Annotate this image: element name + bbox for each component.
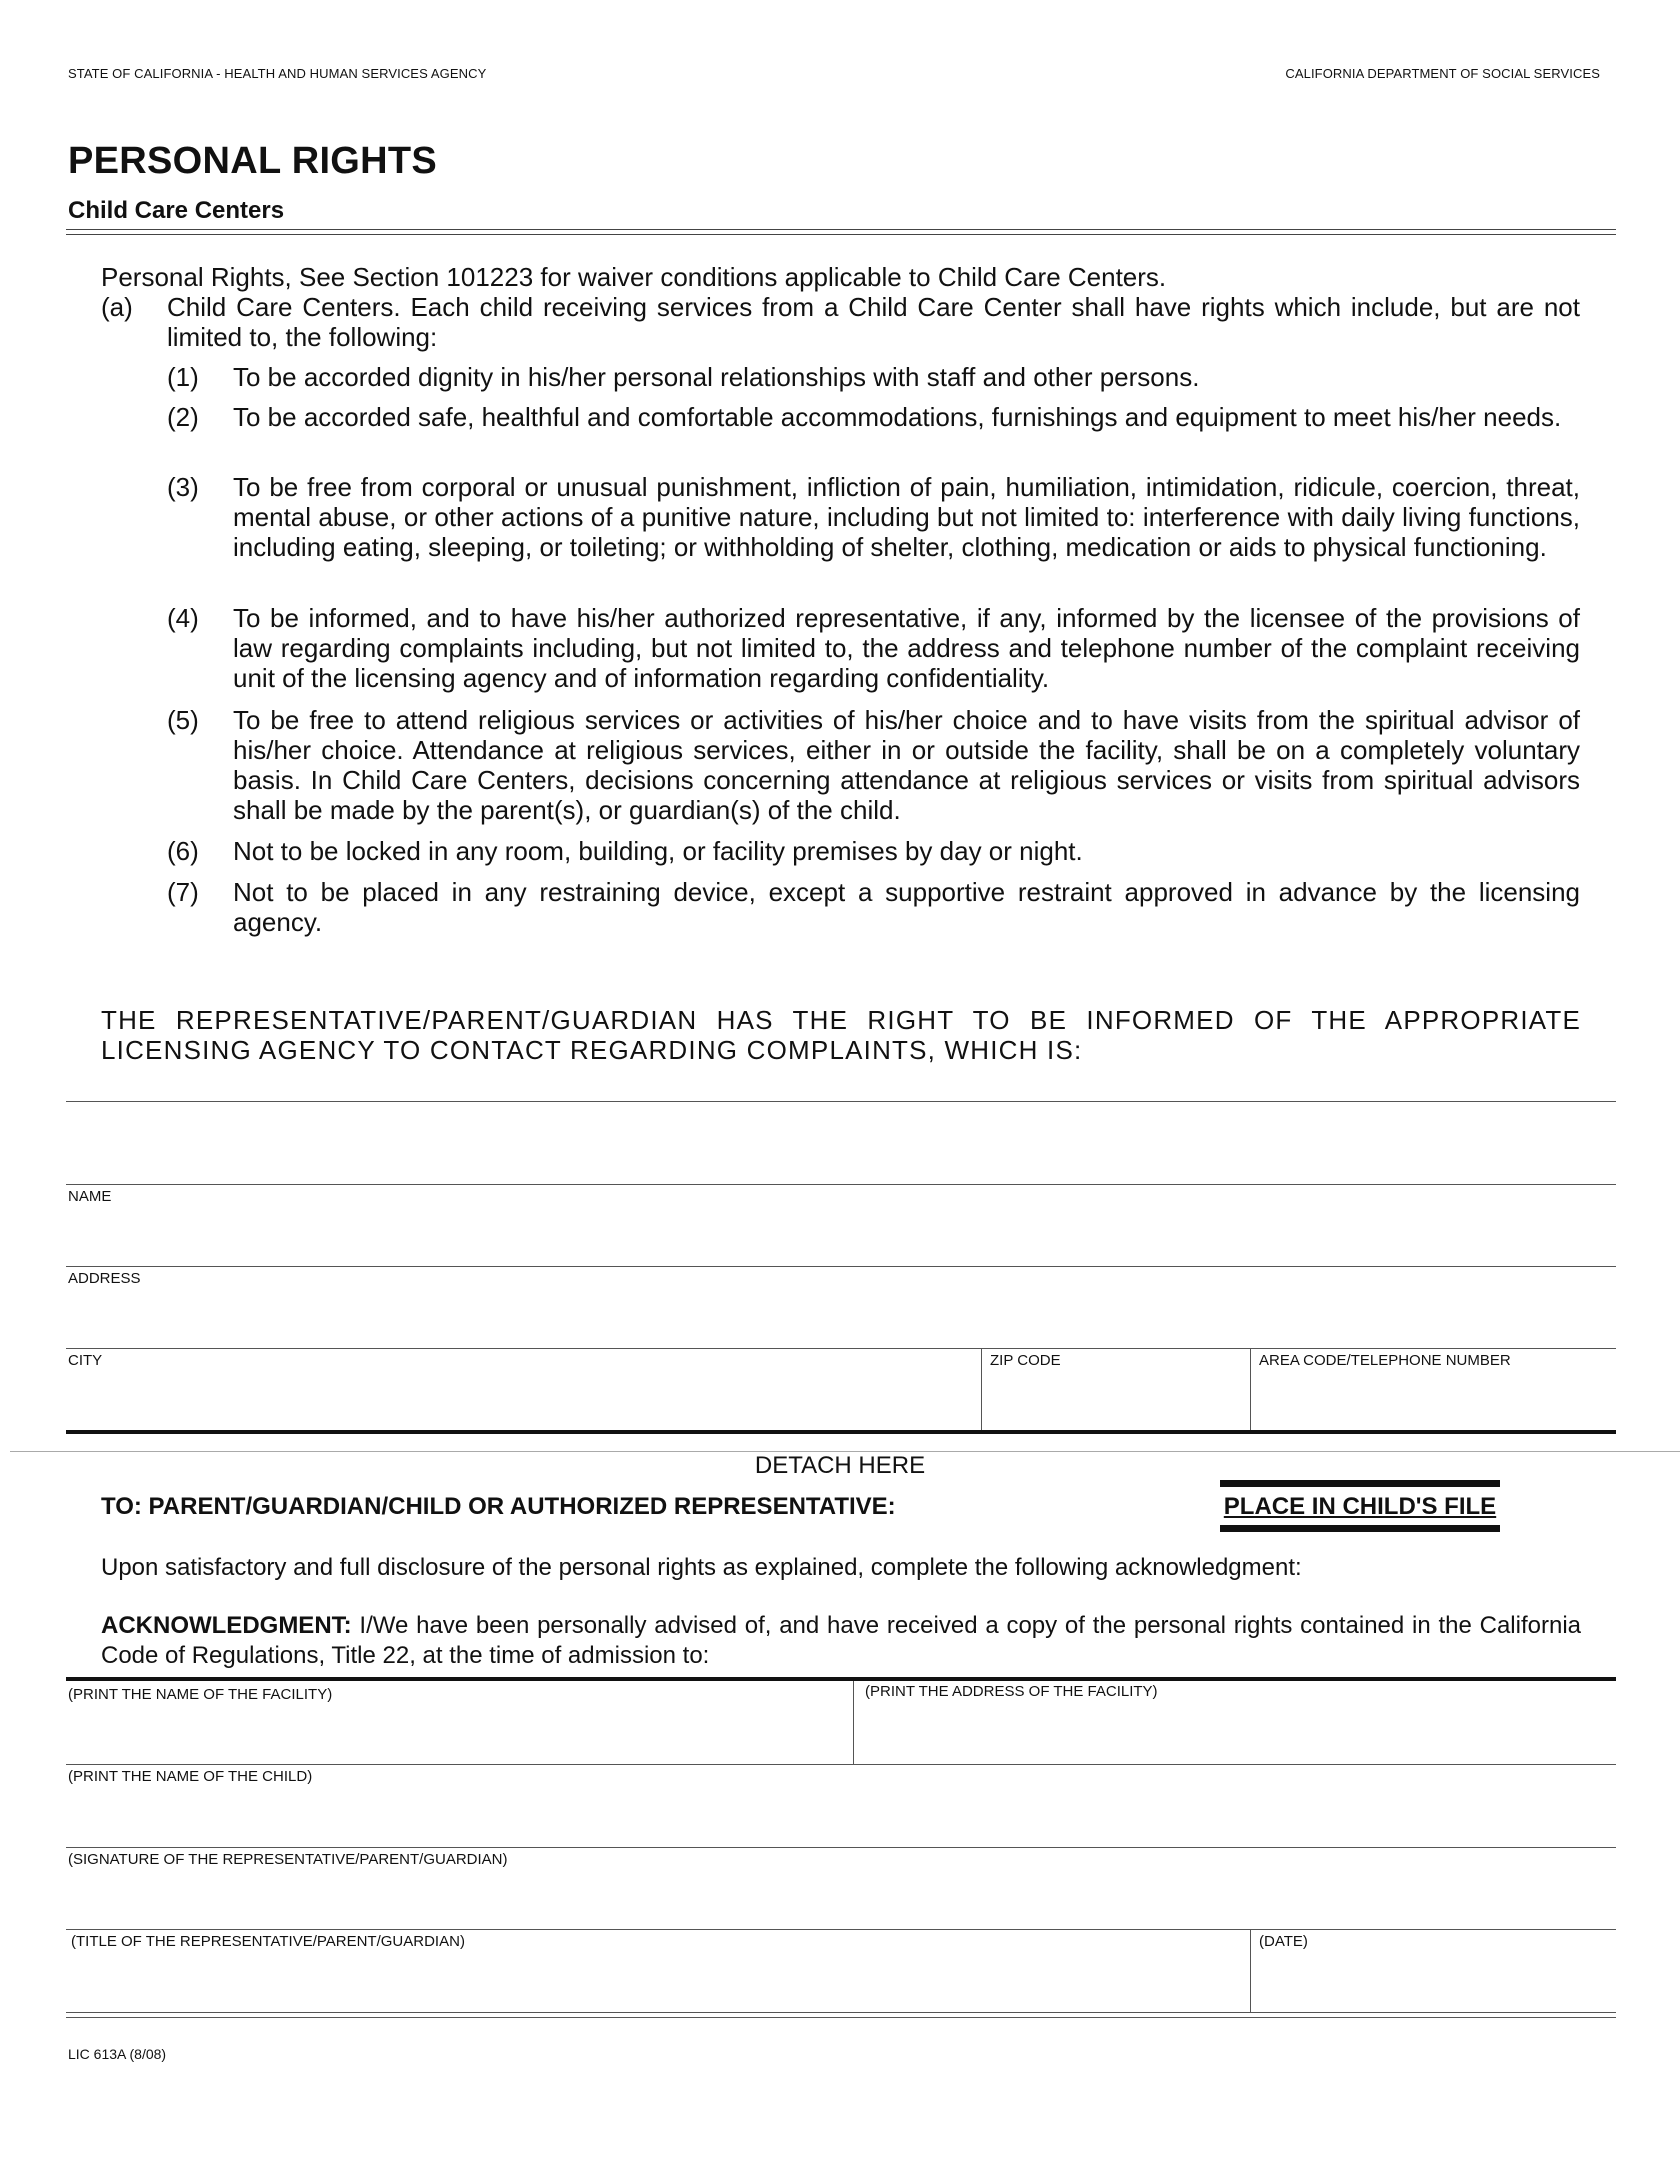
right-item bbox=[167, 603, 1580, 693]
section-a-text: Child Care Centers. Each child receiving services from a Child Care Center shall have rights which include, but are not limited to, the following: bbox=[167, 292, 1580, 352]
agency-header-left: STATE OF CALIFORNIA - HEALTH AND HUMAN SERVICES AGENCY bbox=[68, 66, 487, 81]
right-item bbox=[167, 362, 1580, 392]
item-number: (2) bbox=[167, 402, 199, 432]
item-text: Not to be placed in any restraining device, except a supportive restraint approved in advance by the licensing agency. bbox=[233, 877, 1580, 937]
child-name-field-rule[interactable] bbox=[66, 1847, 1616, 1848]
item-text: To be informed, and to have his/her authorized representative, if any, informed by the licensee of the provisions of law regarding complaints including, but not limited to, the address and telephone number of the complaint receiving unit of the licensing agency and of information regarding confidentiality. bbox=[233, 603, 1580, 693]
acknowledgment-paragraph bbox=[101, 1611, 1581, 1671]
item-text: Not to be locked in any room, building, or facility premises by day or night. bbox=[233, 836, 1083, 866]
disclosure-instruction: Upon satisfactory and full disclosure of the personal rights as explained, complete the following acknowledgment: bbox=[101, 1554, 1302, 1581]
title-rule bbox=[66, 229, 1616, 230]
to-recipient-line: TO: PARENT/GUARDIAN/CHILD OR AUTHORIZED REPRESENTATIVE: bbox=[101, 1493, 896, 1520]
facility-name-label: (PRINT THE NAME OF THE FACILITY) bbox=[68, 1686, 333, 1703]
name-field-label: NAME bbox=[68, 1188, 112, 1205]
city-field-rule[interactable] bbox=[66, 1348, 1616, 1349]
acknowledgment-label: ACKNOWLEDGMENT: bbox=[101, 1612, 352, 1639]
item-number: (6) bbox=[167, 836, 199, 866]
address-field-rule[interactable] bbox=[66, 1266, 1616, 1267]
page-subtitle: Child Care Centers bbox=[68, 197, 285, 224]
intro-paragraph: Personal Rights, See Section 101223 for waiver conditions applicable to Child Care Centers. bbox=[101, 262, 1167, 292]
agency-header-right: CALIFORNIA DEPARTMENT OF SOCIAL SERVICES bbox=[1285, 66, 1600, 81]
right-item bbox=[167, 472, 1580, 592]
page-title: PERSONAL RIGHTS bbox=[68, 140, 438, 182]
item-number: (3) bbox=[167, 472, 199, 502]
item-text: To be accorded safe, healthful and comfortable accommodations, furnishings and equipment to meet his/her needs. bbox=[233, 402, 1562, 432]
place-in-file-box bbox=[1220, 1480, 1500, 1532]
date-divider bbox=[1250, 1929, 1251, 2012]
form-number: LIC 613A (8/08) bbox=[68, 2046, 167, 2062]
name-field-rule[interactable] bbox=[66, 1184, 1616, 1185]
item-text: To be free to attend religious services or activities of his/her choice and to have visits from the spiritual advisor of his/her choice. Attendance at religious services, either in or outside the facility, shall be on a completely voluntary basis. In Child Care Centers, decisions concerning attendance at religious services or visits from spiritual advisors shall be made by the parent(s), or guardian(s) of the child. bbox=[233, 705, 1580, 825]
acknowledgment-text: I/We have been personally advised of, and have received a copy of the personal rights contained in the California Code of Regulations, Title 22, at the time of admission to: bbox=[101, 1612, 1581, 1669]
item-text: To be accorded dignity in his/her personal relationships with staff and other persons. bbox=[233, 362, 1200, 392]
item-number: (7) bbox=[167, 877, 199, 907]
date-label: (DATE) bbox=[1259, 1933, 1308, 1950]
right-item bbox=[167, 705, 1580, 825]
signature-field-rule[interactable] bbox=[66, 1929, 1616, 1930]
right-item bbox=[167, 877, 1580, 937]
informed-notice: THE REPRESENTATIVE/PARENT/GUARDIAN HAS THE RIGHT TO BE INFORMED OF THE APPROPRIATE LICENSING AGENCY TO CONTACT REGARDING COMPLAINTS, WHICH IS: bbox=[101, 1005, 1581, 1065]
zip-field-label: ZIP CODE bbox=[990, 1352, 1061, 1369]
facility-divider bbox=[853, 1681, 854, 1764]
facility-address-label: (PRINT THE ADDRESS OF THE FACILITY) bbox=[865, 1683, 1158, 1700]
item-number: (5) bbox=[167, 705, 199, 735]
facility-field-rule[interactable] bbox=[66, 1764, 1616, 1765]
address-field-label: ADDRESS bbox=[68, 1270, 141, 1287]
city-field-label: CITY bbox=[68, 1352, 103, 1369]
detach-here-label: DETACH HERE bbox=[754, 1452, 926, 1479]
phone-divider bbox=[1250, 1348, 1251, 1432]
item-number: (4) bbox=[167, 603, 199, 633]
title-rule-double bbox=[66, 234, 1616, 235]
rep-title-label: (TITLE OF THE REPRESENTATIVE/PARENT/GUARDIAN) bbox=[71, 1933, 465, 1950]
form-bottom-rule bbox=[66, 2017, 1616, 2018]
item-text: To be free from corporal or unusual punishment, infliction of pain, humiliation, intimidation, ridicule, coercion, threat, mental abuse, or other actions of a punitive nature, including but not limited to: interference with daily living functions, including eating, sleeping, or toileting; or withholding of shelter, clothing, medication or aids to physical functioning. bbox=[233, 472, 1580, 562]
agency-bottom-rule bbox=[66, 1430, 1616, 1434]
right-item bbox=[167, 402, 1580, 462]
right-item bbox=[167, 836, 1580, 866]
item-number: (1) bbox=[167, 362, 199, 392]
zip-divider bbox=[981, 1348, 982, 1432]
place-in-file-label: PLACE IN CHILD'S FILE bbox=[1223, 1493, 1497, 1520]
agency-top-rule bbox=[66, 1101, 1616, 1102]
phone-field-label: AREA CODE/TELEPHONE NUMBER bbox=[1259, 1352, 1511, 1369]
ack-top-rule bbox=[66, 1677, 1616, 1681]
section-a-marker: (a) bbox=[101, 292, 133, 322]
child-name-label: (PRINT THE NAME OF THE CHILD) bbox=[68, 1768, 313, 1785]
title-date-field-rule[interactable] bbox=[66, 2012, 1616, 2013]
signature-label: (SIGNATURE OF THE REPRESENTATIVE/PARENT/GUARDIAN) bbox=[68, 1851, 508, 1868]
